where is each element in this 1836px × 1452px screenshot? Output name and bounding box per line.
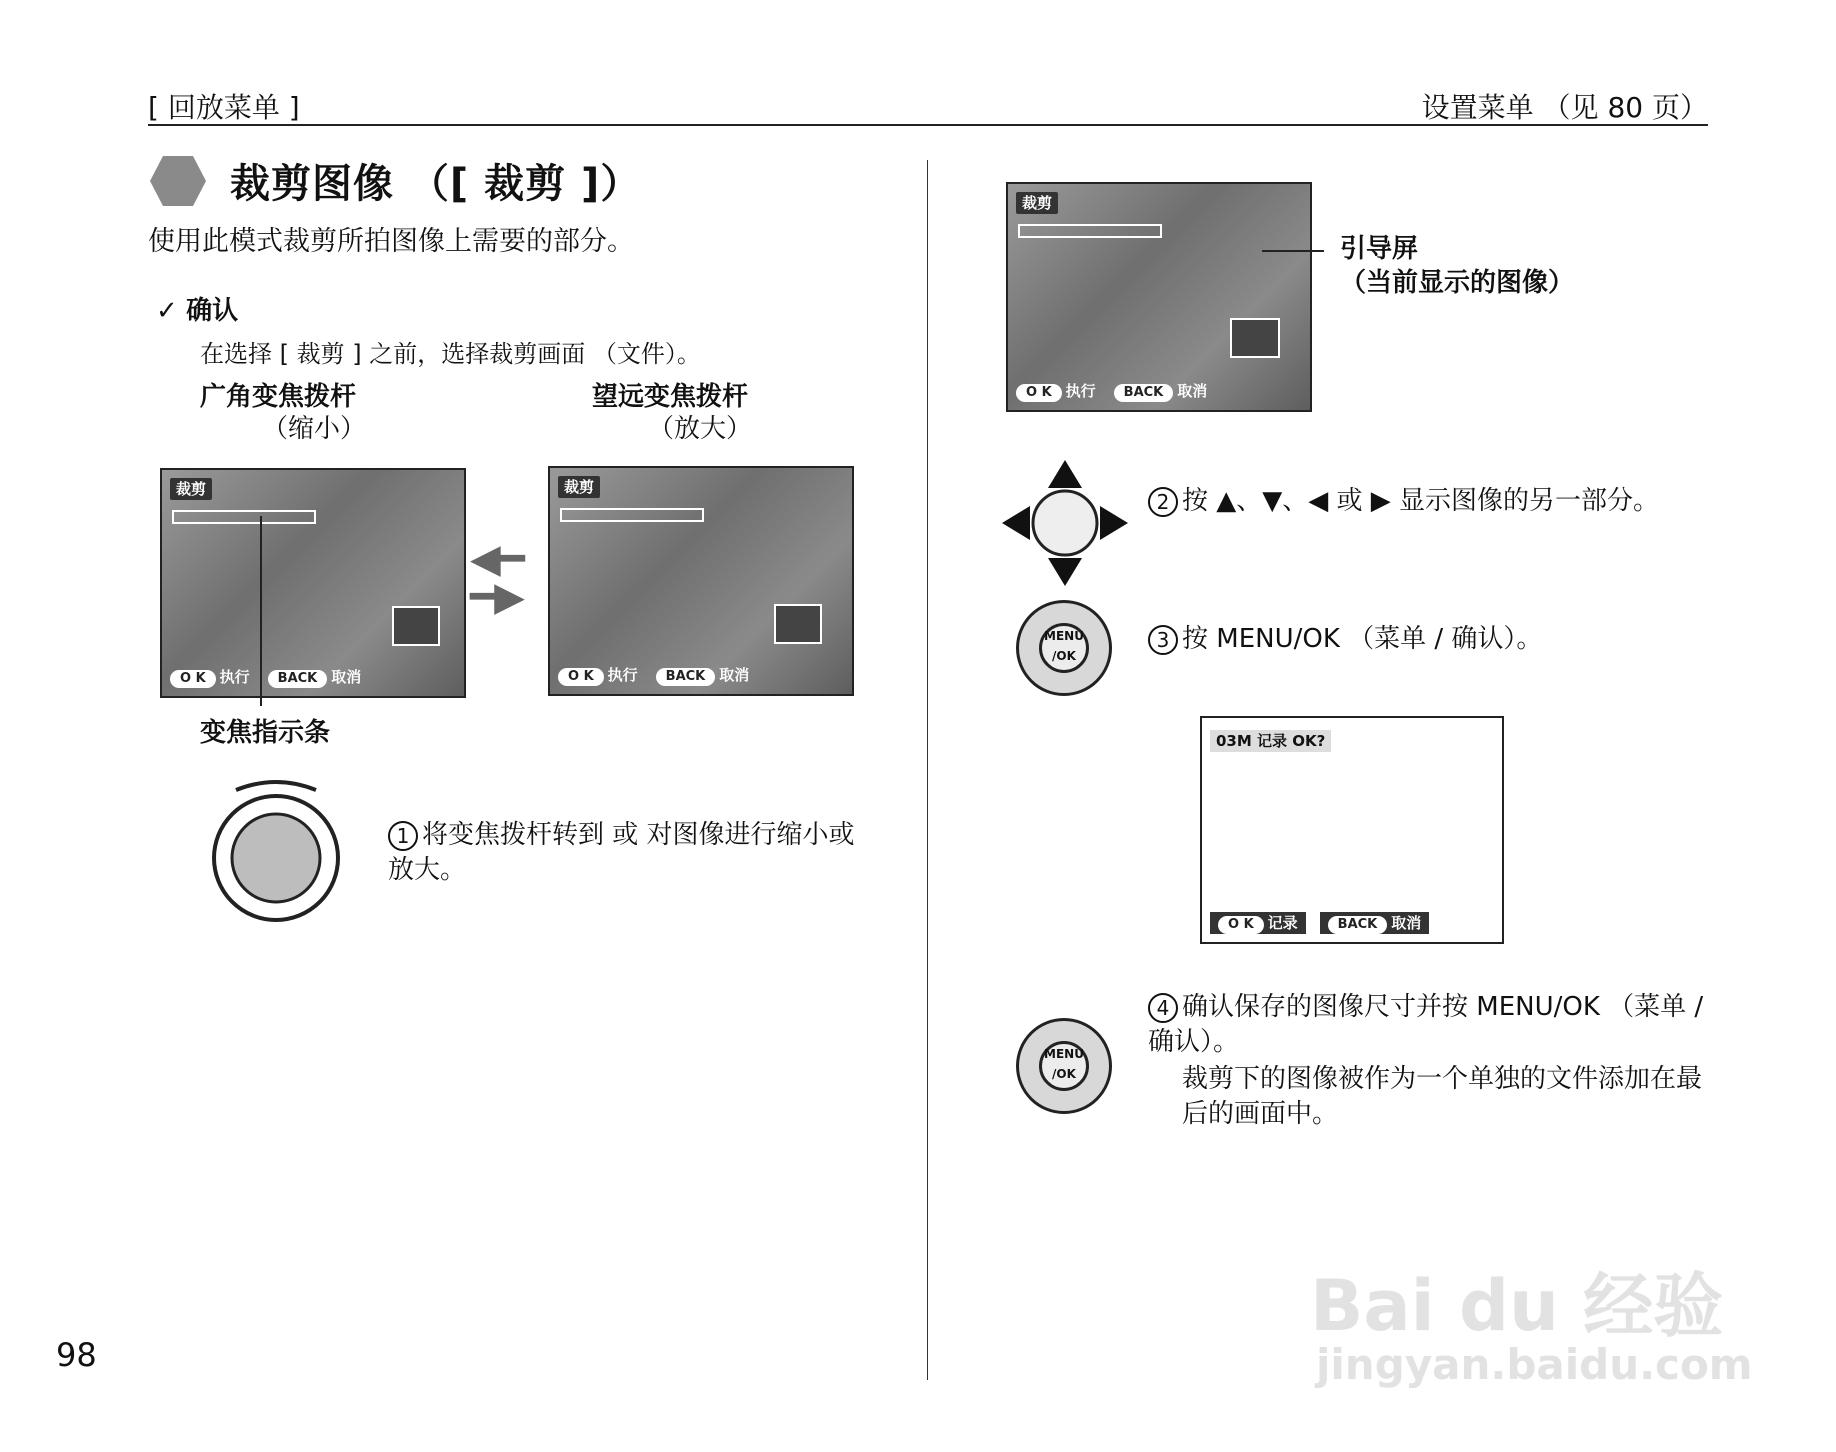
arrow-left-icon: ◀━ [470, 536, 525, 582]
confirm-footer: O K 记录 BACK 取消 [1210, 912, 1429, 934]
zoom-bar [1018, 224, 1162, 238]
hexagon-icon [148, 154, 208, 208]
dpad-arrows-icon [1000, 458, 1130, 588]
header-left: [ 回放菜单 ] [148, 91, 300, 124]
header-right: 设置菜单 （见 80 页） [1421, 91, 1708, 124]
note-text: 在选择 [ 裁剪 ] 之前，选择裁剪画面 （文件）。 [200, 340, 701, 368]
guide-frame [392, 606, 440, 646]
note-heading: ✓ 确认 [156, 296, 239, 326]
tele-label: 望远变焦拨杆 [592, 382, 749, 412]
screen-guide [1006, 182, 1312, 412]
wide-sub: （缩小） [262, 414, 367, 444]
zoom-bar [560, 508, 704, 522]
screen-tele [548, 466, 854, 696]
zoom-bar [172, 510, 316, 524]
header-rule [148, 124, 1708, 126]
step-4-extra: 裁剪下的图像被作为一个单独的文件添加在最后的画面中。 [1182, 1064, 1703, 1130]
arrow-right-icon: ━▶ [470, 574, 525, 620]
watermark-brand: Bai du 经验 [1310, 1265, 1724, 1347]
wide-label: 广角变焦拨杆 [200, 382, 357, 412]
screen-footer: O K 执行 BACK 取消 [558, 664, 749, 686]
step-3: 3 按 MENU/OK （菜单 / 确认）。 [1148, 622, 1542, 657]
step-4: 4 确认保存的图像尺寸并按 MENU/OK （菜单 / 确认）。 [1148, 992, 1704, 1058]
intro-text: 使用此模式裁剪所拍图像上需要的部分。 [148, 226, 634, 257]
confirm-tag: 03M 记录 OK? [1210, 730, 1331, 752]
page-number: 98 [56, 1336, 97, 1374]
screen-footer: O K 执行 BACK 取消 [1016, 380, 1207, 402]
guide-frame [774, 604, 822, 644]
page-title: 裁剪图像 （[ 裁剪 ]） [230, 161, 642, 207]
guide-sub: （当前显示的图像） [1340, 268, 1575, 298]
screen-footer: O K 执行 BACK 取消 [170, 666, 361, 688]
step-1: 1 将变焦拨杆转到 或 对图像进行缩小或放大。 [388, 820, 855, 886]
screen-confirm [1200, 716, 1504, 944]
menu-ok-button[interactable]: MENU /OK [1016, 1018, 1112, 1114]
zoom-lever-icon [206, 778, 356, 928]
crop-tag: 裁剪 [1016, 192, 1058, 214]
indicator-label: 变焦指示条 [200, 718, 331, 748]
menu-ok-button[interactable]: MENU /OK [1016, 600, 1112, 696]
crop-tag: 裁剪 [170, 478, 212, 500]
crop-tag: 裁剪 [558, 476, 600, 498]
guide-frame [1230, 318, 1280, 358]
tele-sub: （放大） [648, 414, 753, 444]
guide-pointer [1262, 250, 1324, 252]
indicator-line [260, 516, 262, 706]
watermark-url: jingyan.baidu.com [1316, 1340, 1753, 1389]
check-icon: ✓ [156, 296, 178, 326]
guide-label: 引导屏 [1340, 234, 1419, 264]
column-divider [927, 160, 928, 1380]
step-2: 2 按 ▲、▼、◀ 或 ▶ 显示图像的另一部分。 [1148, 484, 1708, 519]
screen-wide [160, 468, 466, 698]
